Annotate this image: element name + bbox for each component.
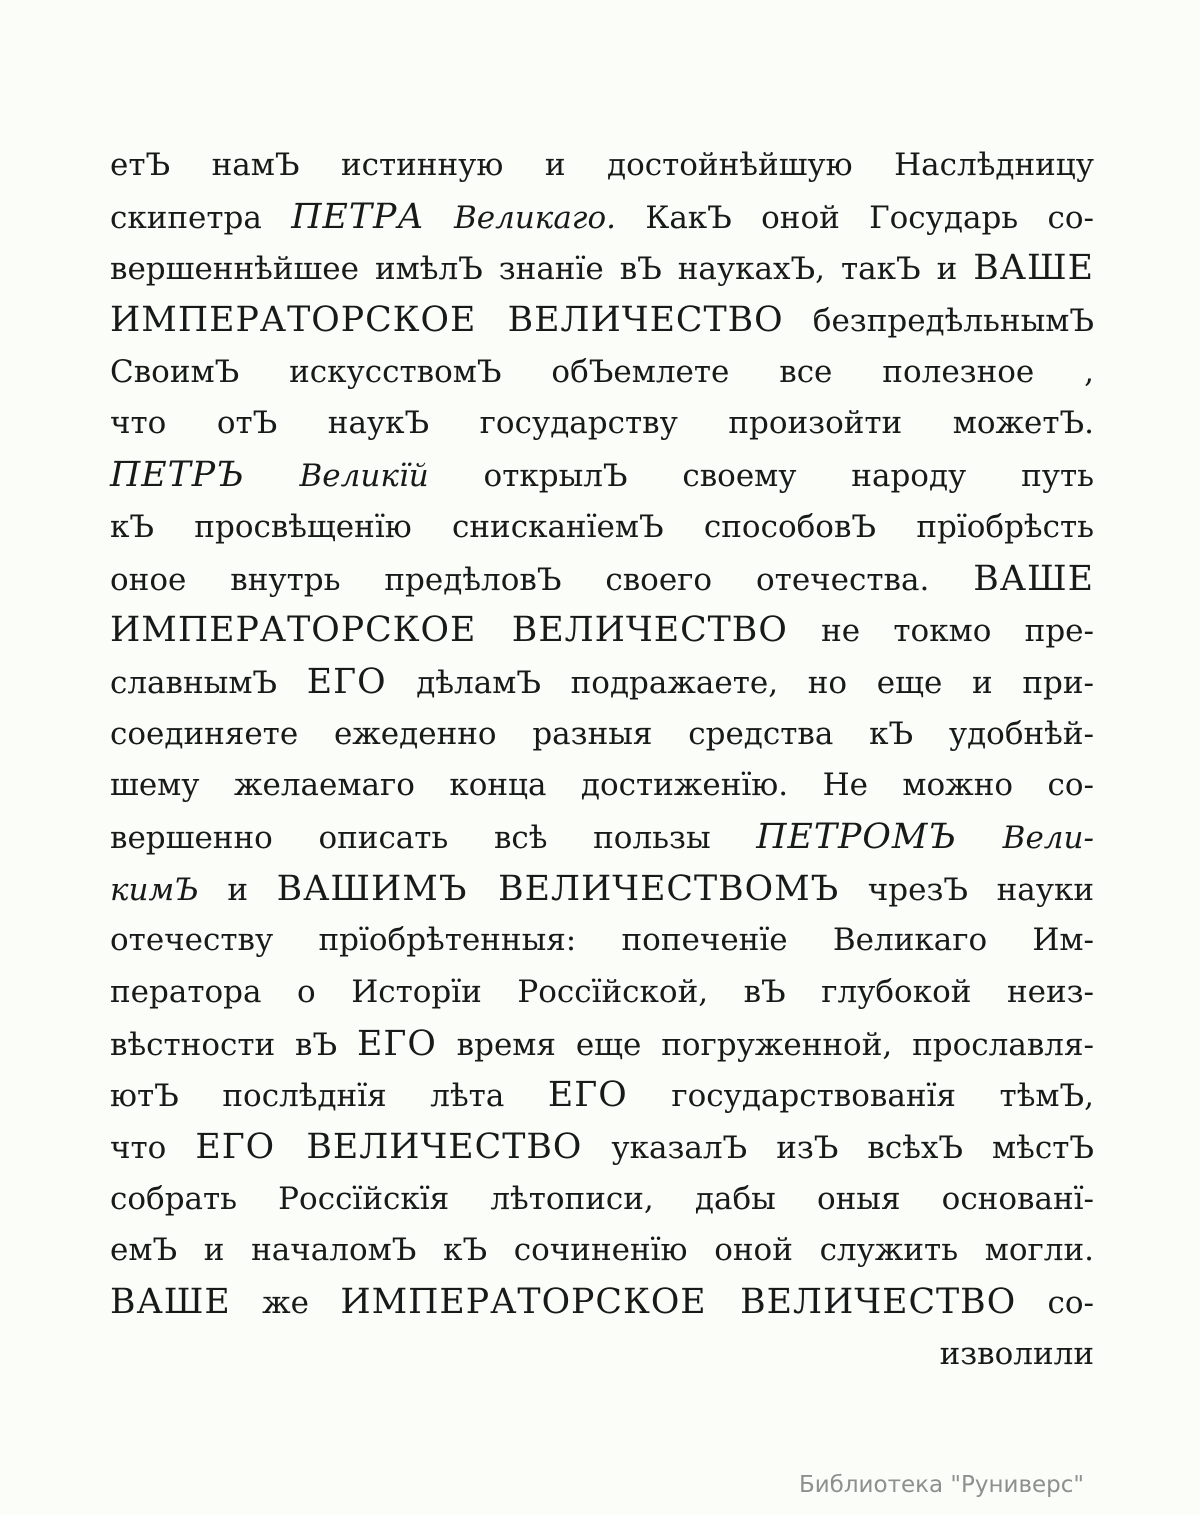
caps-text-run: ЕГО [547, 1075, 628, 1116]
caps-text-run: ВАШИМЪ ВЕЛИЧЕСТВОМЪ [276, 868, 840, 909]
text-line [110, 864, 1094, 916]
text-run: открылЪ своему народу путь [428, 458, 1095, 495]
text-line [110, 1122, 1094, 1174]
caps-text-run: ЕГО [306, 661, 387, 702]
text-run: СвоимЪ искусствомЪ обЪемлете все полезное , [110, 353, 1094, 390]
text-run: вѣстности вЪ [110, 1026, 357, 1063]
text-line [110, 295, 1094, 347]
text-run: етЪ намЪ истинную и достойнѣйшую Наслѣдницу [110, 147, 1094, 183]
text-run: отечеству прїобрѣтенныя: попеченїе Великаго Им- [110, 922, 1094, 959]
text-line [110, 1277, 1094, 1329]
text-run: время еще погруженной, прославля- [436, 1026, 1094, 1063]
watermark: Библиотека "Руниверс" [798, 1472, 1084, 1498]
caps-text-run: ИМПЕРАТОРСКОЕ ВЕЛИЧЕСТВО [340, 1282, 1017, 1323]
text-line [110, 709, 1094, 761]
text-line [110, 967, 1094, 1019]
text-run: изволили [939, 1335, 1094, 1372]
text-run: что [110, 1130, 196, 1167]
text-line [110, 1174, 1094, 1226]
text-run: дѣламЪ подражаете, но еще и при- [386, 664, 1094, 701]
text-run: же [230, 1285, 341, 1322]
caps-text-run: ИМПЕРАТОРСКОЕ ВЕЛИЧЕСТВО [110, 610, 788, 651]
text-line [110, 398, 1094, 450]
text-run: и [198, 871, 277, 908]
text-line [110, 1070, 1094, 1122]
text-run: безпредѣльнымЪ [783, 303, 1094, 340]
text-line [110, 450, 1094, 502]
text-run: со- [1016, 1285, 1094, 1322]
text-run: чрезЪ науки [839, 871, 1094, 908]
page-text [110, 140, 1094, 1381]
text-run: ператора о Исторїи Россїйской, вЪ глубокой неиз- [110, 974, 1094, 1010]
italic-text-run: Великаго. [424, 199, 616, 236]
text-line [110, 760, 1094, 812]
text-run: не токмо пре- [787, 613, 1094, 650]
catchword-line [110, 1329, 1094, 1381]
caps-text-run: ЕГО ВЕЛИЧЕСТВО [195, 1127, 583, 1168]
text-run: емЪ и началомЪ кЪ сочиненїю оной служить могли. [110, 1232, 1094, 1269]
text-run: указалЪ изЪ всѣхЪ мѣстЪ [582, 1130, 1095, 1167]
text-run: кЪ просвѣщенїю снисканїемЪ способовЪ прїобрѣсть [110, 508, 1094, 545]
italic-text-run: кимЪ [110, 871, 199, 908]
text-line [110, 502, 1094, 554]
text-line [110, 812, 1094, 864]
italic-caps-text-run: ПЕТРОМЪ [756, 816, 958, 857]
text-line [110, 554, 1094, 606]
text-run: вершенно описать всѣ пользы [110, 819, 757, 856]
caps-text-run: ВАШЕ [973, 248, 1094, 289]
text-line [110, 605, 1094, 657]
text-run: шему желаемаго конца достиженїю. Не можно со- [110, 767, 1094, 804]
text-run: славнымЪ [110, 664, 307, 701]
italic-text-run: Вели- [957, 819, 1094, 856]
text-line [110, 192, 1094, 244]
text-run: скипетра [110, 199, 292, 236]
caps-text-run: ВАШЕ [973, 558, 1094, 599]
text-run: что отЪ наукЪ государству произойти можетЪ. [110, 405, 1094, 442]
text-line [110, 243, 1094, 295]
italic-text-run: Великїй [244, 458, 429, 495]
italic-caps-text-run: ПЕТРА [291, 196, 425, 237]
text-line [110, 657, 1094, 709]
text-run: КакЪ оной Государь со- [616, 199, 1094, 236]
text-line [110, 1019, 1094, 1071]
text-line [110, 347, 1094, 399]
caps-text-run: ВАШЕ [110, 1282, 231, 1323]
text-line [110, 915, 1094, 967]
caps-text-run: ЕГО [356, 1023, 437, 1064]
text-run: оное внутрь предѣловЪ своего отечества. [110, 561, 974, 598]
text-run: ютЪ послѣднїя лѣта [110, 1078, 548, 1115]
text-line [110, 140, 1094, 192]
text-run: соединяете ежеденно разныя средства кЪ удобнѣй- [110, 715, 1094, 752]
text-run: собрать Россїйскїя лѣтописи, дабы оныя основанї- [110, 1180, 1094, 1217]
text-run: вершеннѣйшее имѣлЪ знанїе вЪ наукахЪ, такЪ и [110, 251, 974, 288]
caps-text-run: ИМПЕРАТОРСКОЕ ВЕЛИЧЕСТВО [110, 300, 784, 341]
text-line [110, 1225, 1094, 1277]
italic-caps-text-run: ПЕТРЪ [110, 455, 245, 496]
text-run: государствованїя тѣмЪ, [627, 1078, 1094, 1115]
